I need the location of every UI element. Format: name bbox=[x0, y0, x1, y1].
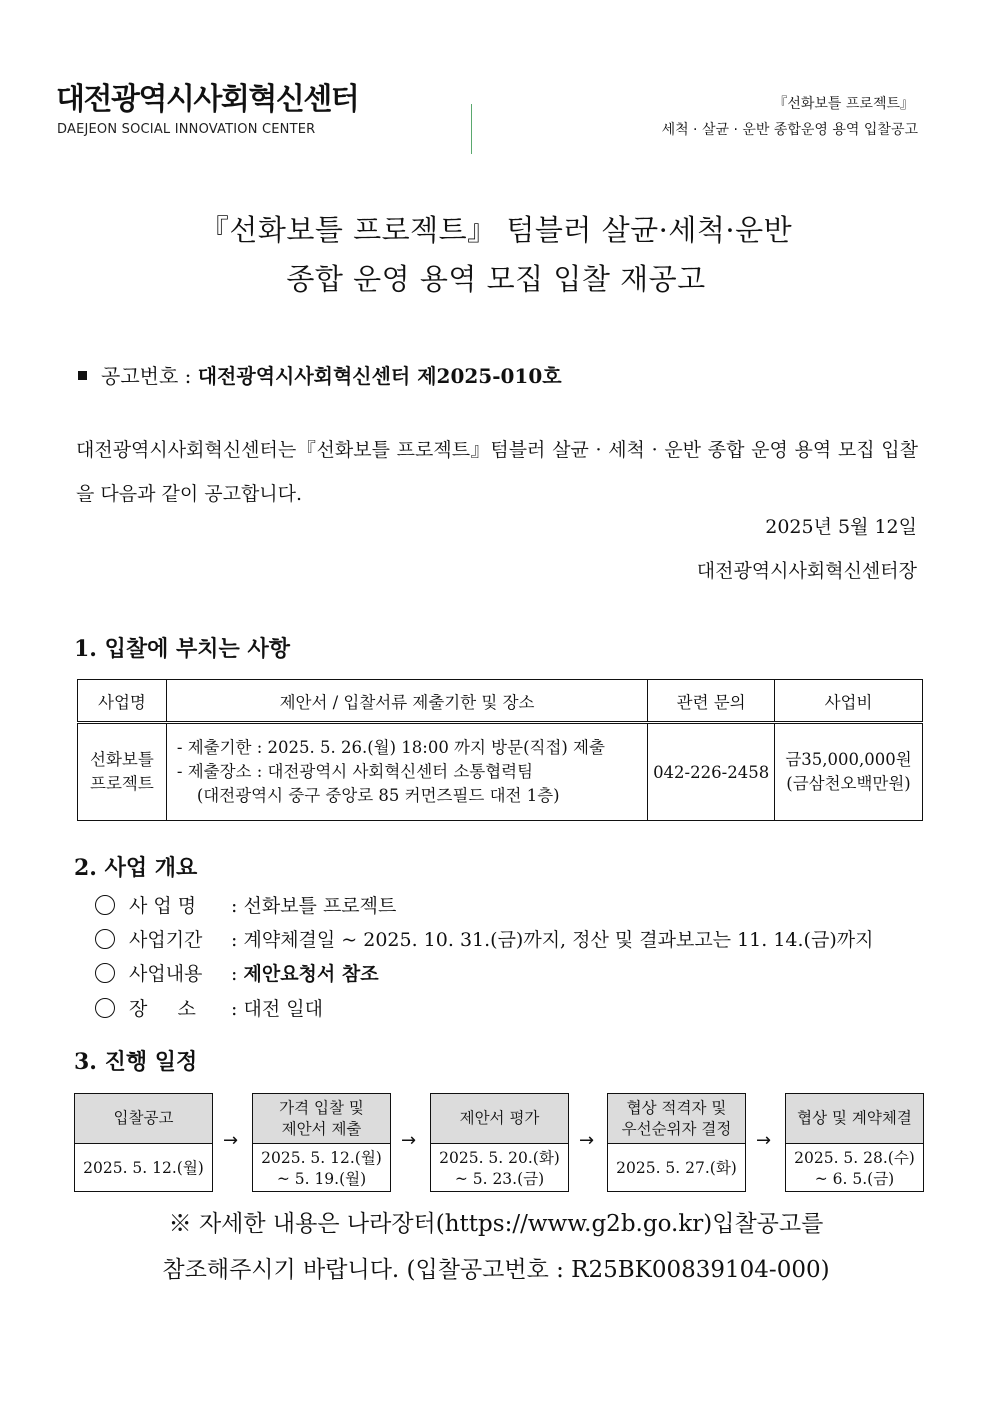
intro-paragraph: 대전광역시사회혁신센터는『선화보틀 프로젝트』텀블러 살균 · 세척 · 운반 종합 운영 용역 모집 입찰을 다음과 같이 공고합니다. bbox=[76, 439, 918, 505]
section3-heading: 3. 진행 일정 bbox=[74, 1049, 198, 1075]
header-notice-subject: 세척 · 살균 · 운반 종합운영 용역 입찰공고 bbox=[661, 122, 918, 138]
schedule-step-contract bbox=[785, 1093, 924, 1192]
overview-item bbox=[95, 926, 873, 954]
overview-value: 대전 일대 bbox=[243, 998, 323, 1020]
notice-number-value: 대전광역시사회혁신센터 제2025-010호 bbox=[197, 364, 562, 388]
overview-separator: : bbox=[225, 895, 244, 917]
schedule-step-submission bbox=[252, 1093, 391, 1192]
budget-amount-korean: (금삼천오백만원) bbox=[786, 774, 911, 793]
overview-separator: : bbox=[225, 998, 244, 1020]
document-title-line1: 『선화보틀 프로젝트』 텀블러 살균·세척·운반 bbox=[199, 213, 793, 247]
project-name-line1: 선화보틀 bbox=[90, 750, 154, 769]
table-header-row bbox=[78, 680, 923, 723]
step-label: 가격 입찰 및 제안서 제출 bbox=[253, 1094, 390, 1144]
overview-separator: : bbox=[225, 963, 244, 985]
submission-deadline: - 제출기한 : 2025. 5. 26.(월) 18:00 까지 방문(직접) 제출 bbox=[176, 738, 605, 757]
submission-address: (대전광역시 중구 중앙로 85 커먼즈필드 대전 1층) bbox=[196, 786, 560, 805]
schedule-step-bid-notice bbox=[74, 1093, 213, 1192]
notice-signer: 대전광역시사회혁신센터장 bbox=[696, 560, 917, 582]
overview-key: 사업기간 bbox=[129, 929, 203, 951]
overview-item bbox=[95, 960, 379, 988]
header-deadline-col: 제안서 / 입찰서류 제출기한 및 장소 bbox=[166, 680, 647, 723]
reference-note-line1: ※ 자세한 내용은 나라장터(https://www.g2b.go.kr)입찰공고를 bbox=[168, 1211, 824, 1237]
notice-number bbox=[78, 360, 562, 389]
header-contact-col: 관련 문의 bbox=[648, 680, 775, 723]
step-label: 협상 및 계약체결 bbox=[786, 1094, 923, 1144]
overview-key: 장 소 bbox=[129, 998, 196, 1020]
cell-project-name bbox=[78, 723, 167, 821]
circle-bullet-icon bbox=[95, 895, 115, 915]
section2-heading: 2. 사업 개요 bbox=[74, 855, 198, 881]
notice-number-label: 공고번호 : bbox=[101, 364, 198, 388]
step-date: 2025. 5. 27.(화) bbox=[616, 1159, 737, 1177]
reference-note-line2: 참조해주시기 바랍니다. (입찰공고번호 : R25BK00839104-000) bbox=[162, 1257, 830, 1283]
org-logo-english: DAEJEON SOCIAL INNOVATION CENTER bbox=[57, 122, 316, 137]
schedule-step-selection bbox=[607, 1093, 746, 1192]
overview-separator: : bbox=[225, 929, 244, 951]
budget-amount: 금35,000,000원 bbox=[785, 750, 912, 769]
overview-value: 선화보틀 프로젝트 bbox=[243, 895, 397, 917]
step-date: 2025. 5. 28.(수) ~ 6. 5.(금) bbox=[794, 1148, 915, 1188]
arrow-right-icon: → bbox=[756, 1130, 772, 1151]
step-label: 입찰공고 bbox=[75, 1094, 212, 1144]
header-project-name-col: 사업명 bbox=[78, 680, 167, 723]
circle-bullet-icon bbox=[95, 929, 115, 949]
step-label: 제안서 평가 bbox=[431, 1094, 568, 1144]
overview-key: 사 업 명 bbox=[129, 895, 197, 917]
cell-contact: 042-226-2458 bbox=[648, 723, 775, 821]
overview-key: 사업내용 bbox=[129, 963, 203, 985]
header-project-name: 『선화보틀 프로젝트』 bbox=[773, 96, 914, 112]
overview-item bbox=[95, 995, 323, 1023]
circle-bullet-icon bbox=[95, 963, 115, 983]
schedule-step-evaluation bbox=[430, 1093, 569, 1192]
step-date: 2025. 5. 12.(월) bbox=[83, 1159, 204, 1177]
section1-heading: 1. 입찰에 부치는 사항 bbox=[74, 636, 290, 662]
step-date: 2025. 5. 12.(월) ~ 5. 19.(월) bbox=[261, 1148, 382, 1188]
bid-items-table bbox=[77, 679, 923, 821]
arrow-right-icon: → bbox=[579, 1130, 595, 1151]
arrow-right-icon: → bbox=[401, 1130, 417, 1151]
circle-bullet-icon bbox=[95, 998, 115, 1018]
overview-value: 제안요청서 참조 bbox=[243, 963, 379, 985]
cell-deadline-place bbox=[166, 723, 647, 821]
header-budget-col: 사업비 bbox=[775, 680, 923, 723]
notice-date: 2025년 5월 12일 bbox=[765, 516, 917, 538]
step-label: 협상 적격자 및 우선순위자 결정 bbox=[608, 1094, 745, 1144]
arrow-right-icon: → bbox=[223, 1130, 239, 1151]
document-title-line2: 종합 운영 용역 모집 입찰 재공고 bbox=[286, 262, 706, 296]
submission-place: - 제출장소 : 대전광역시 사회혁신센터 소통협력팀 bbox=[176, 762, 534, 781]
project-name-line2: 프로젝트 bbox=[90, 774, 154, 793]
org-logo-korean: 대전광역시사회혁신센터 bbox=[56, 82, 359, 117]
overview-value: 계약체결일 ~ 2025. 10. 31.(금)까지, 정산 및 결과보고는 11. 14.(금)까지 bbox=[243, 929, 874, 951]
step-date: 2025. 5. 20.(화) ~ 5. 23.(금) bbox=[439, 1148, 560, 1188]
square-bullet-icon bbox=[78, 371, 87, 380]
cell-budget bbox=[775, 723, 923, 821]
overview-item bbox=[95, 892, 396, 920]
table-row bbox=[78, 723, 923, 821]
header-divider bbox=[471, 104, 472, 154]
